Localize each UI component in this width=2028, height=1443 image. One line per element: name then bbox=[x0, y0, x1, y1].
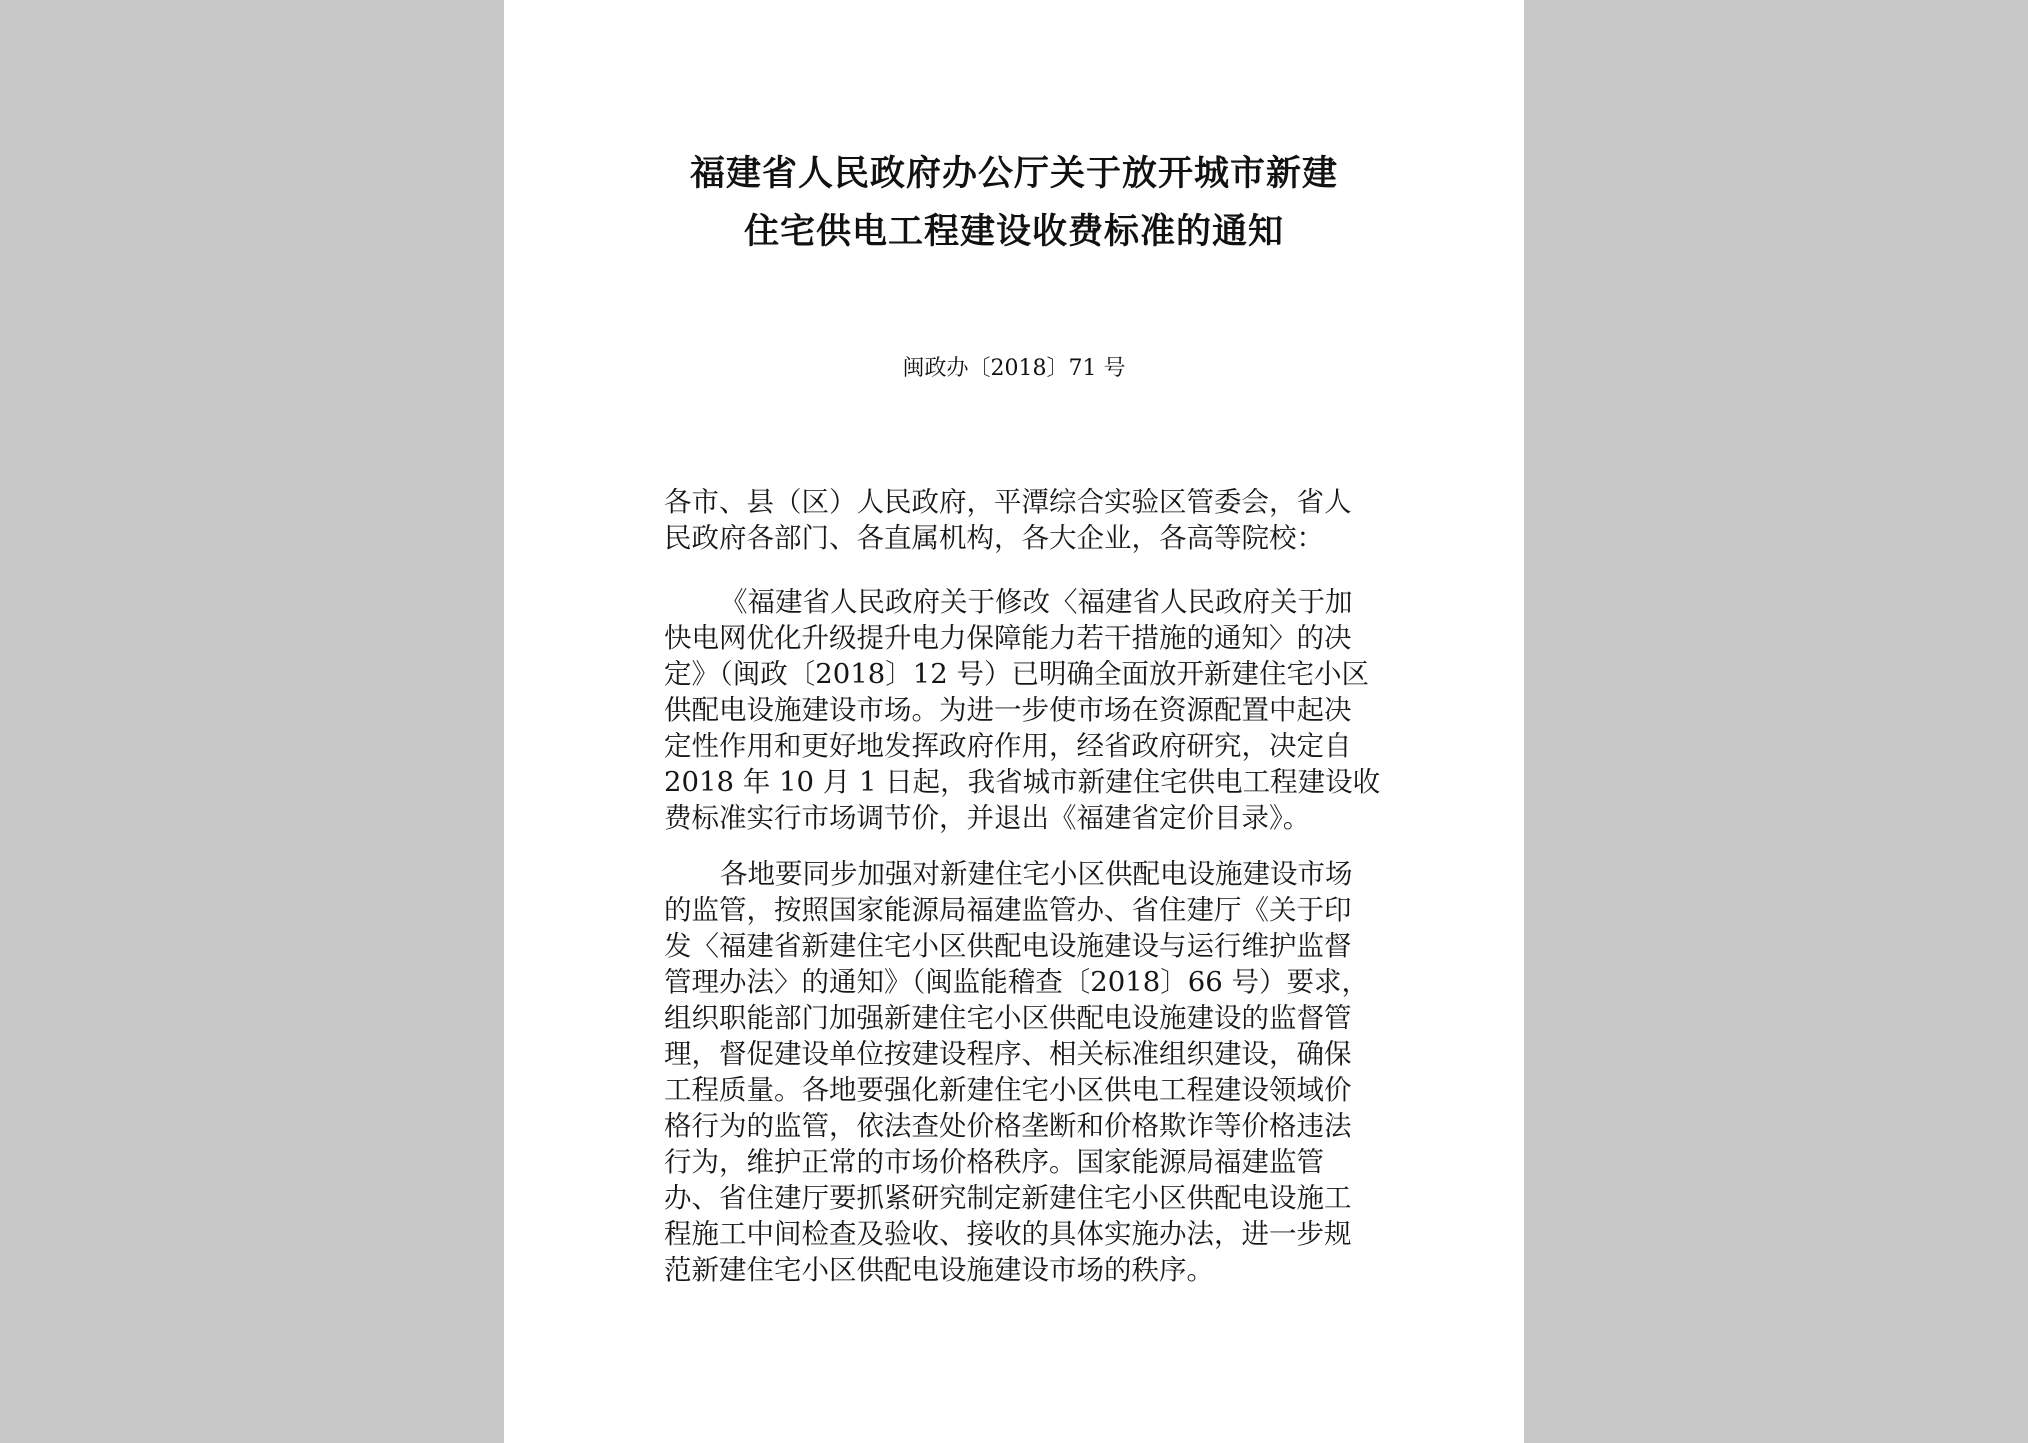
paragraph-2-line-9: 行为，维护正常的市场价格秩序。国家能源局福建监管 bbox=[664, 1146, 1324, 1178]
paragraph-1-line-4: 供配电设施建设市场。为进一步使市场在资源配置中起决 bbox=[664, 694, 1352, 726]
document-page bbox=[504, 0, 1524, 1443]
paragraph-2-line-7: 工程质量。各地要强化新建住宅小区供电工程建设领域价 bbox=[664, 1074, 1352, 1106]
paragraph-2-line-10: 办、省住建厅要抓紧研究制定新建住宅小区供配电设施工 bbox=[664, 1182, 1352, 1214]
paragraph-1-line-5: 定性作用和更好地发挥政府作用，经省政府研究，决定自 bbox=[664, 730, 1352, 762]
paragraph-2-line-4: 管理办法〉的通知》（闽监能稽查〔2018〕66 号）要求， bbox=[664, 966, 1369, 998]
document-title-line-1: 福建省人民政府办公厅关于放开城市新建 bbox=[689, 153, 1338, 194]
paragraph-1-line-7: 费标准实行市场调节价，并退出《福建省定价目录》。 bbox=[664, 802, 1311, 834]
document-number: 闽政办〔2018〕71 号 bbox=[902, 356, 1126, 381]
paragraph-1-line-1: 《福建省人民政府关于修改〈福建省人民政府关于加 bbox=[720, 586, 1353, 618]
document-title-line-2: 住宅供电工程建设收费标准的通知 bbox=[743, 211, 1284, 252]
paragraph-2-line-3: 发〈福建省新建住宅小区供配电设施建设与运行维护监督 bbox=[664, 930, 1352, 962]
paragraph-2-line-11: 程施工中间检查及验收、接收的具体实施办法，进一步规 bbox=[664, 1218, 1352, 1250]
paragraph-1-line-3: 定》（闽政〔2018〕12 号）已明确全面放开新建住宅小区 bbox=[664, 658, 1369, 690]
paragraph-1-line-6: 2018 年 10 月 1 日起，我省城市新建住宅供电工程建设收 bbox=[664, 766, 1381, 798]
paragraph-2-line-2: 的监管，按照国家能源局福建监管办、省住建厅《关于印 bbox=[664, 894, 1352, 926]
paragraph-2-line-5: 组织职能部门加强新建住宅小区供配电设施建设的监督管 bbox=[664, 1002, 1352, 1034]
paragraph-2-line-8: 格行为的监管，依法查处价格垄断和价格欺诈等价格违法 bbox=[664, 1110, 1352, 1142]
addressee-line-2: 民政府各部门、各直属机构，各大企业，各高等院校： bbox=[664, 522, 1324, 554]
paragraph-1-line-2: 快电网优化升级提升电力保障能力若干措施的通知〉的决 bbox=[664, 622, 1352, 654]
paragraph-2-line-1: 各地要同步加强对新建住宅小区供配电设施建设市场 bbox=[720, 858, 1353, 890]
addressee-line-1: 各市、县（区）人民政府，平潭综合实验区管委会，省人 bbox=[664, 486, 1352, 518]
paragraph-2-line-12: 范新建住宅小区供配电设施建设市场的秩序。 bbox=[664, 1254, 1214, 1286]
paragraph-2-line-6: 理，督促建设单位按建设程序、相关标准组织建设，确保 bbox=[664, 1038, 1352, 1070]
